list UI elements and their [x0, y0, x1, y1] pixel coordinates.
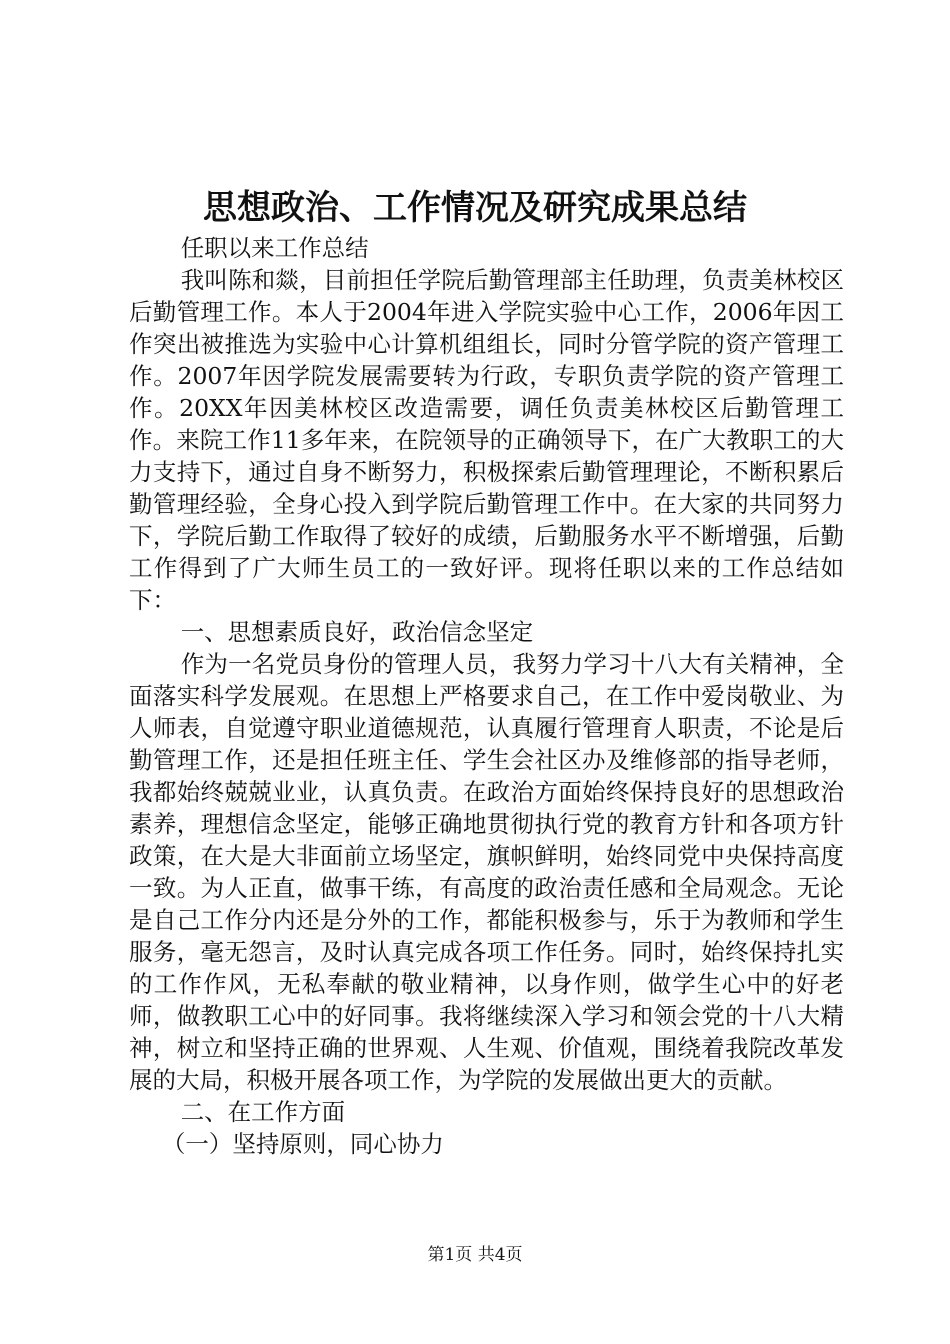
paragraph-introduction: 我叫陈和燚，目前担任学院后勤管理部主任助理，负责美林校区后勤管理工作。本人于2004年进入学院实验中心工作，2006年因工作突出被推选为实验中心计算机组组长，同时分管学院的资产管理工作。2007年因学院发展需要转为行政，专职负责学院的资产管理工作。20XX年因美林校区改造需要，调任负责美林校区后勤管理工作。来院工作11多年来，在院领导的正确领导下，在广大教职工的大力支持下，通过自身不断努力，积极探索后勤管理理论，不断积累后勤管理经验，全身心投入到学院后勤管理工作中。在大家的共同努力下，学院后勤工作取得了较好的成绩，后勤服务水平不断增强，后勤工作得到了广大师生员工的一致好评。现将任职以来的工作总结如下：: [129, 266, 844, 614]
page-footer: 第1页 共4页: [427, 1245, 523, 1265]
document-body: [129, 232, 844, 1160]
section-heading-ideology: 一、思想素质良好，政治信念坚定: [180, 618, 534, 646]
subsection-heading-principles: （一）坚持原则，同心协力: [161, 1130, 444, 1158]
section-heading-work: 二、在工作方面: [180, 1098, 346, 1126]
document-title: 思想政治、工作情况及研究成果总结: [203, 188, 747, 228]
section-heading-summary: 任职以来工作总结: [180, 234, 369, 262]
paragraph-ideology: 作为一名党员身份的管理人员，我努力学习十八大有关精神，全面落实科学发展观。在思想上严格要求自己，在工作中爱岗敬业、为人师表，自觉遵守职业道德规范，认真履行管理育人职责，不论是后勤管理工作，还是担任班主任、学生会社区办及维修部的指导老师，我都始终兢兢业业，认真负责。在政治方面始终保持良好的思想政治素养，理想信念坚定，能够正确地贯彻执行党的教育方针和各项方针政策，在大是大非面前立场坚定，旗帜鲜明，始终同党中央保持高度一致。为人正直，做事干练，有高度的政治责任感和全局观念。无论是自己工作分内还是分外的工作，都能积极参与，乐于为教师和学生服务，毫无怨言，及时认真完成各项工作任务。同时，始终保持扎实的工作作风，无私奉献的敬业精神，以身作则，做学生心中的好老师，做教职工心中的好同事。我将继续深入学习和领会党的十八大精神，树立和坚持正确的世界观、人生观、价值观，围绕着我院改革发展的大局，积极开展各项工作，为学院的发展做出更大的贡献。: [129, 650, 844, 1094]
